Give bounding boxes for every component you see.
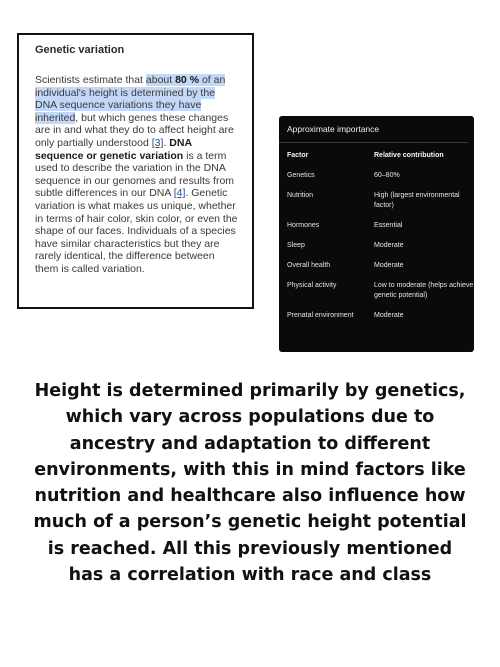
article-paragraph (35, 74, 238, 276)
table-row (287, 261, 474, 281)
paragraph-definition: is a term used to describe the variation in the DNA sequence in our genomes and results from subtle differences in our DNA (35, 149, 235, 200)
importance-table-card (279, 116, 474, 352)
highlight-part-2: of an individual's height is determined by the DNA sequence variations they have inherited (35, 74, 226, 124)
factor-cell: Nutrition (287, 192, 314, 199)
citation-link-4[interactable]: [4] (173, 187, 186, 200)
header-factor: Factor (287, 152, 309, 159)
factor-cell: Hormones (287, 222, 320, 229)
contribution-cell: Moderate (374, 262, 404, 269)
genetic-variation-card (17, 33, 254, 309)
table-row (287, 171, 474, 191)
importance-table (287, 143, 474, 331)
importance-title: Approximate importance (287, 124, 380, 134)
highlight-bold-percent: 80 % (175, 74, 200, 86)
header-contribution: Relative contribution (374, 152, 444, 159)
card-heading: Genetic variation (35, 44, 125, 56)
contribution-cell: Moderate (374, 242, 404, 249)
paragraph-lead: Scientists estimate that (35, 74, 146, 86)
contribution-cell: Low to moderate (helps achieve genetic potential) (374, 282, 474, 299)
table-row (287, 241, 474, 261)
table-row (287, 311, 474, 331)
paragraph-mid: , but which genes these changes are in and what they do to affect height are only partially understood (35, 111, 234, 149)
paragraph-bold-term: DNA sequence or genetic variation (35, 136, 192, 162)
table-header-row (287, 143, 474, 171)
factor-cell: Genetics (287, 172, 315, 179)
contribution-cell: 60–80% (374, 172, 400, 179)
factor-cell: Physical activity (287, 282, 337, 289)
factor-cell: Prenatal environment (287, 312, 354, 319)
highlight-part-1: about (145, 74, 176, 86)
paragraph-dot: . (163, 136, 170, 149)
caption-text: Height is determined primarily by genetics, which vary across populations due to ancestry and adaptation to different environments, with this in mind factors like nutrition and healthcare also influence how much of a person’s genetic height potential is reached. All this previously mentioned has a correlation with race and class (33, 381, 467, 586)
factor-cell: Sleep (287, 242, 305, 249)
contribution-cell: Moderate (374, 312, 404, 319)
paragraph-tail: . Genetic variation is what makes us unique, whether in terms of hair color, skin color, or even the shape of our faces. Individuals of a species have similar characteristics but they are rarely identical, the difference between them is called variation. (35, 187, 238, 275)
table-row (287, 281, 474, 311)
factor-cell: Overall health (287, 262, 331, 269)
contribution-cell: Essential (374, 222, 403, 229)
citation-link-3[interactable]: [3] (151, 136, 164, 149)
table-row (287, 221, 474, 241)
table-row (287, 191, 474, 221)
contribution-cell: High (largest environmental factor) (374, 192, 460, 209)
